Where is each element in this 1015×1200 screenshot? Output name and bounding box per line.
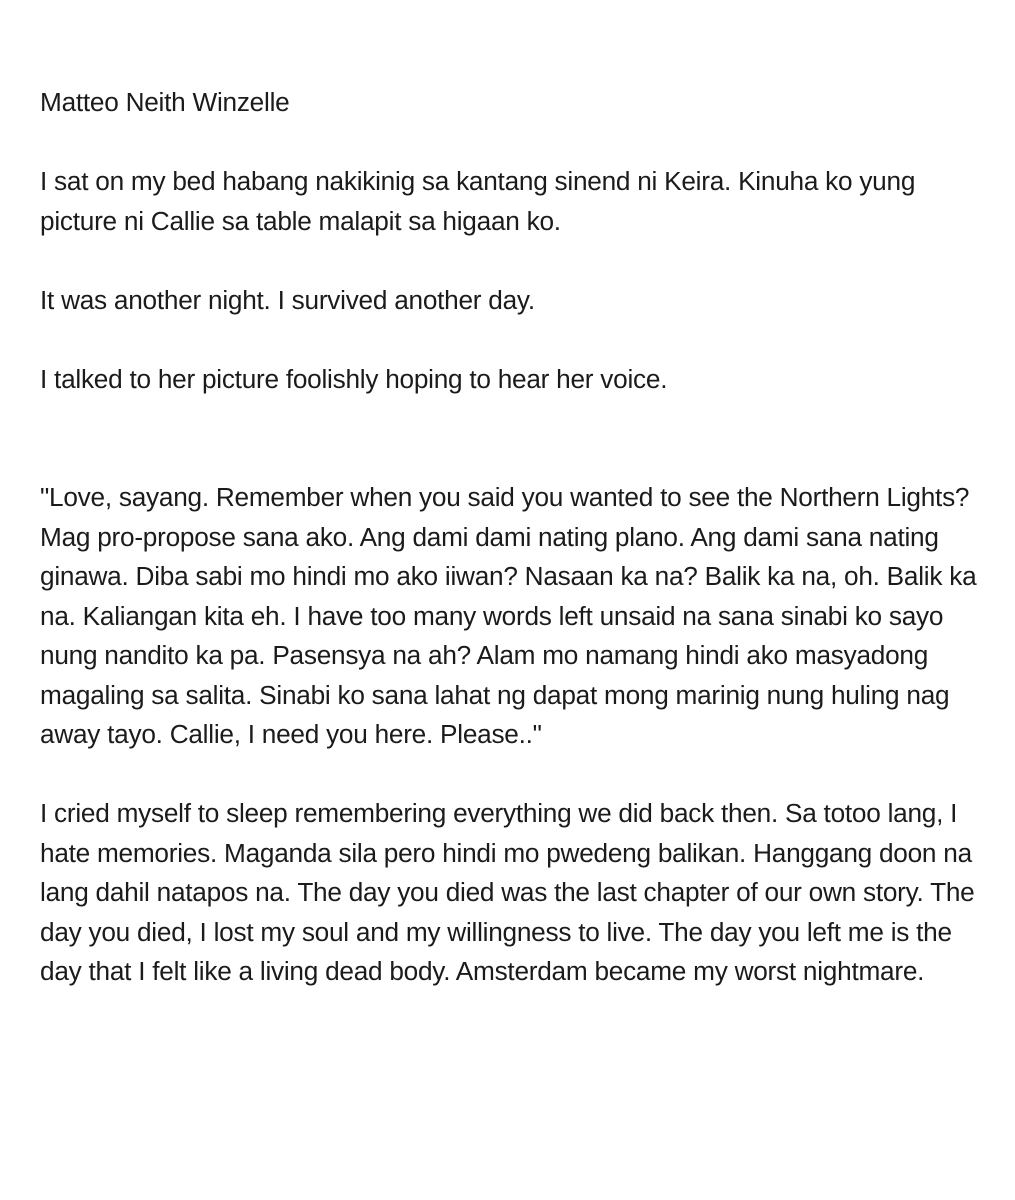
document-body <box>40 83 990 992</box>
paragraph-spacer <box>40 755 990 795</box>
paragraph-spacer <box>40 123 990 163</box>
paragraph-spacer <box>40 241 990 281</box>
paragraph-5: I cried myself to sleep remembering everything we did back then. Sa totoo lang, I hate memories. Maganda sila pero hindi mo pwedeng balikan. Hanggang doon na lang dahil natapos na. The day you died was the last chapter of our own story. The day you died, I lost my soul and my willingness to live. The day you left me is the day that I felt like a living dead body. Amsterdam became my worst nightmare. <box>40 798 975 986</box>
paragraph-4-quote: "Love, sayang. Remember when you said you wanted to see the Northern Lights? Mag pro-propose sana ako. Ang dami dami nating plano. Ang dami sana nating ginawa. Diba sabi mo hindi mo ako iiwan? Nasaan ka na? Balik ka na, oh. Balik ka na. Kaliangan kita eh. I have too many words left unsaid na sana sinabi ko sayo nung nandito ka pa. Pasensya na ah? Alam mo namang hindi ako masyadong magaling sa salita. Sinabi ko sana lahat ng dapat mong marinig nung huling nag away tayo. Callie, I need you here. Please.." <box>40 482 977 749</box>
paragraph-spacer <box>40 399 990 478</box>
paragraph-1: I sat on my bed habang nakikinig sa kantang sinend ni Keira. Kinuha ko yung picture ni Callie sa table malapit sa higaan ko. <box>40 166 916 236</box>
paragraph-3: I talked to her picture foolishly hoping to hear her voice. <box>40 363 668 394</box>
paragraph-spacer <box>40 320 990 360</box>
author-name: Matteo Neith Winzelle <box>40 87 290 117</box>
paragraph-2: It was another night. I survived another day. <box>40 284 535 315</box>
